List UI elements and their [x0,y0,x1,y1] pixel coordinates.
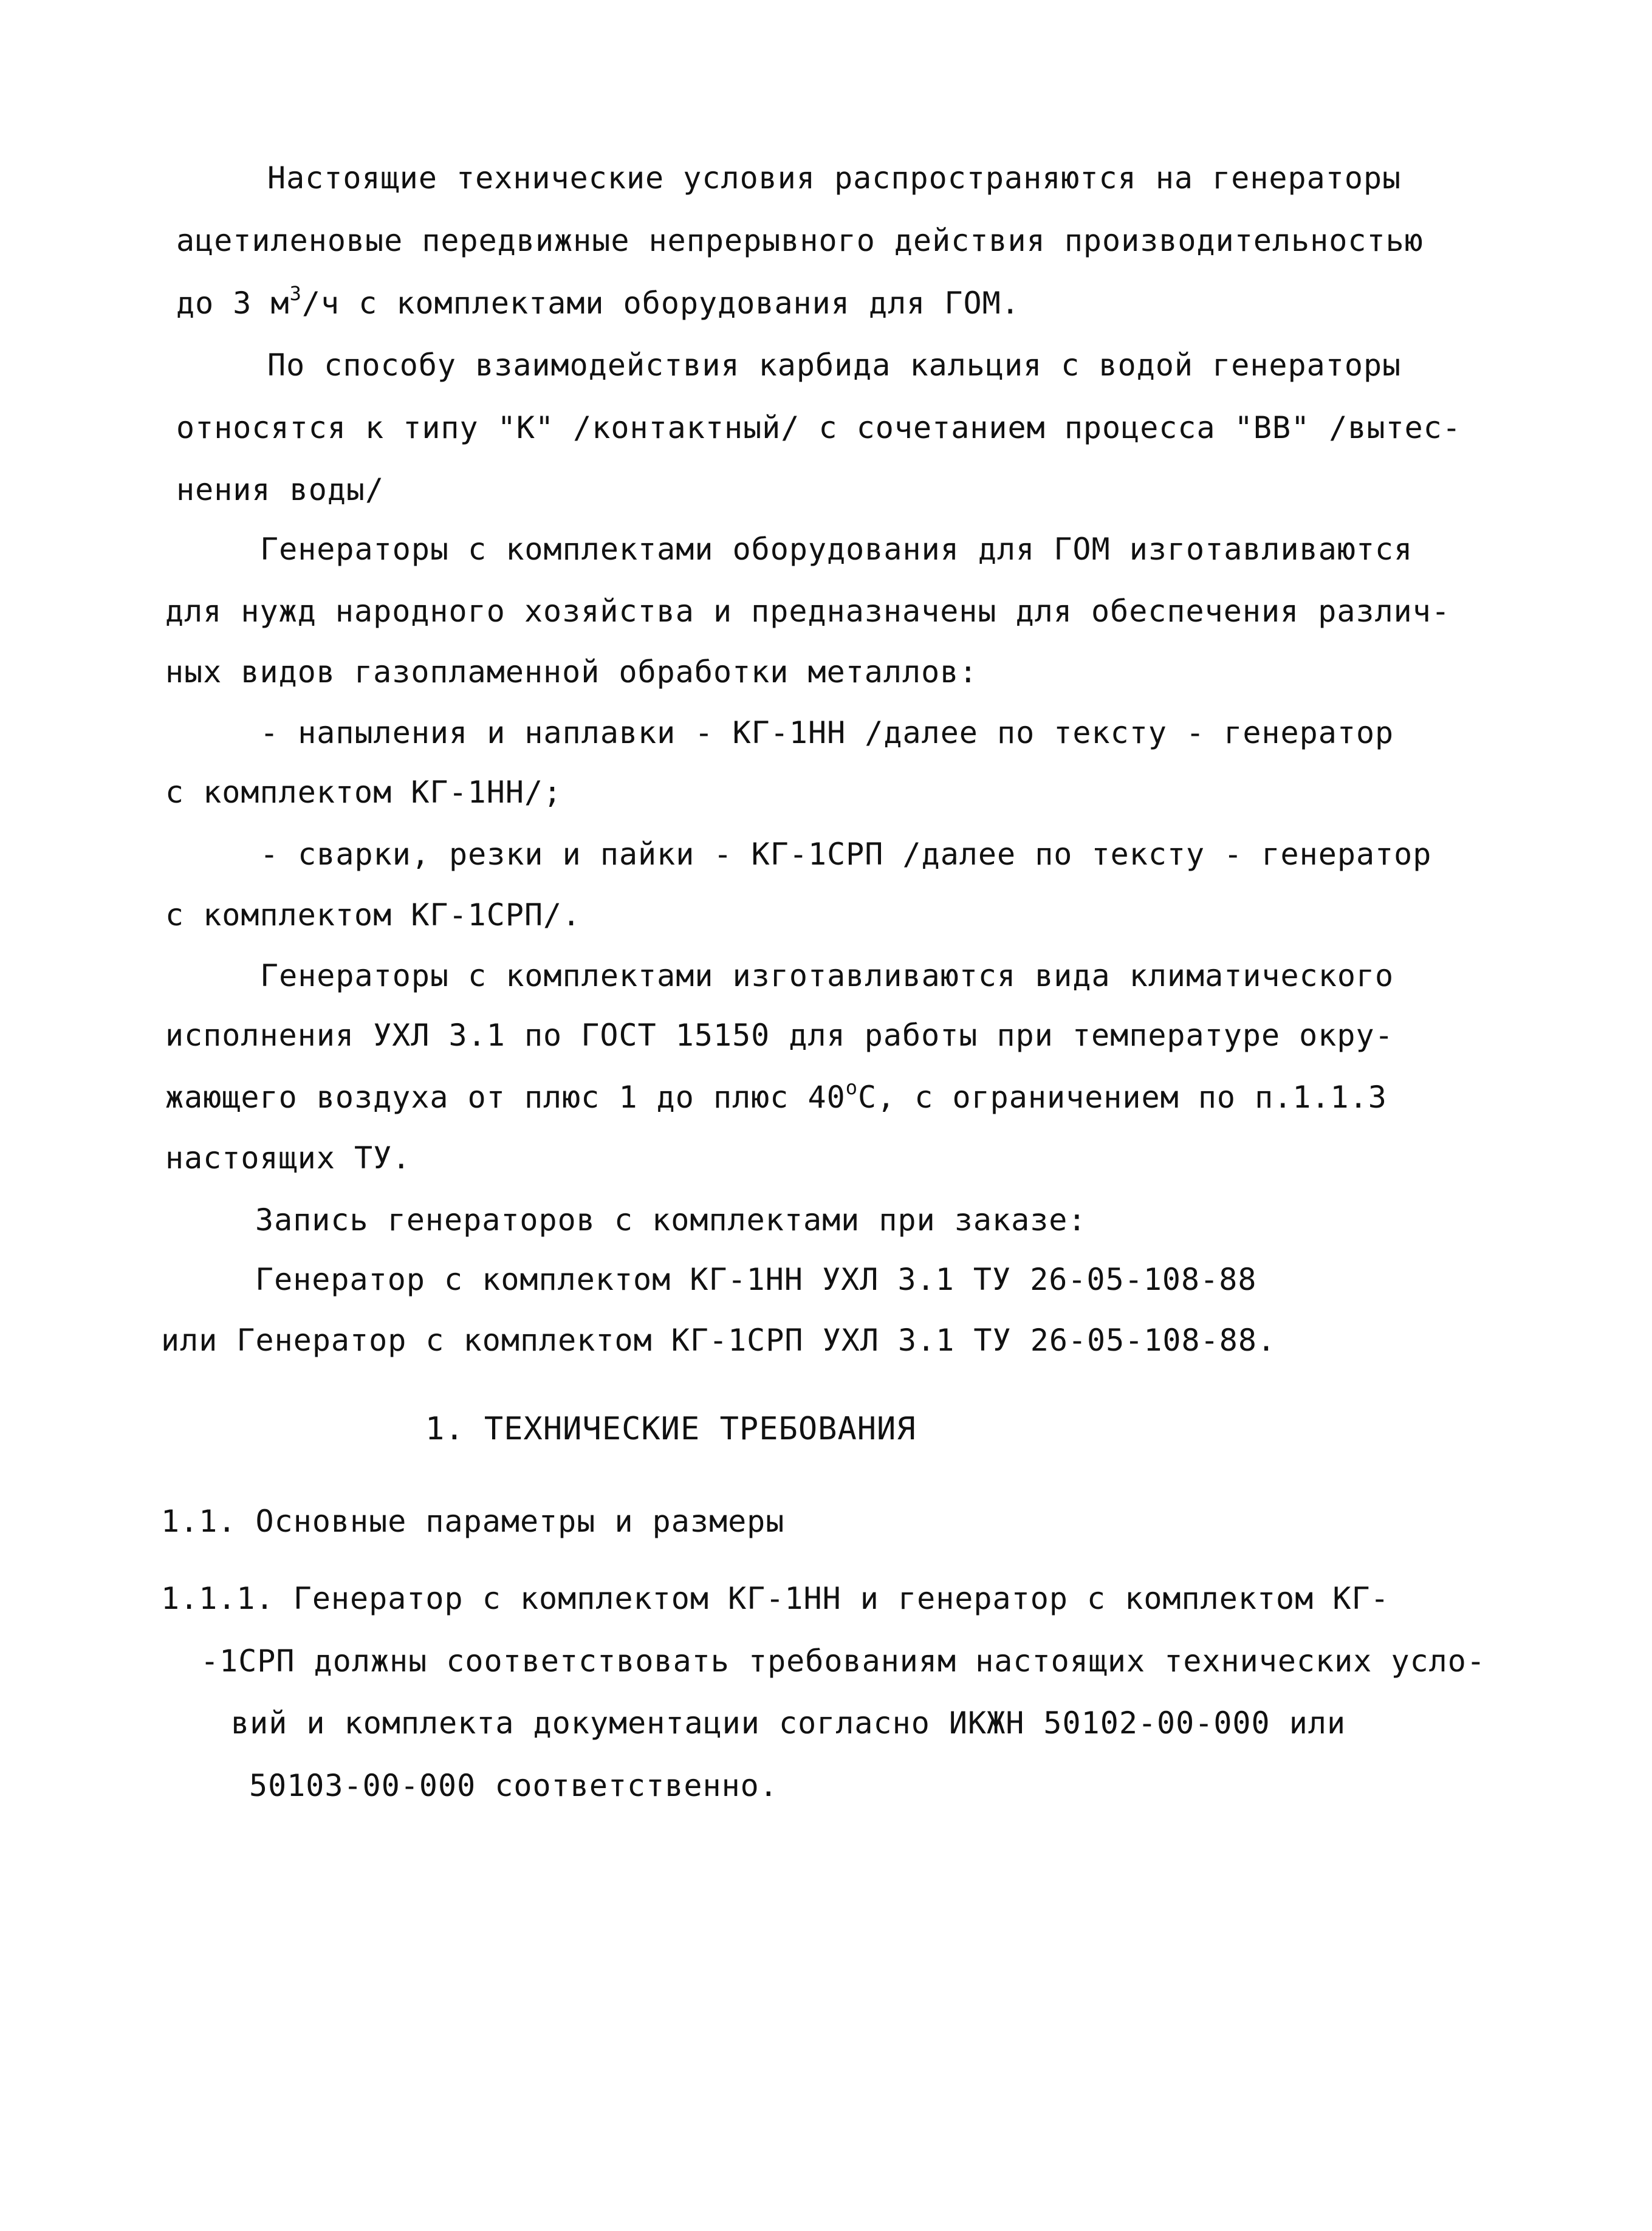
text-line: Генераторы с комплектами изготавливаются вида климатического [260,958,1394,993]
text-line: Настоящие технические условия распространяются на генераторы [267,160,1402,196]
superscript: о [845,1076,858,1099]
text-line: относятся к типу "К" /контактный/ с сочетанием процесса "ВВ" /вытес- [176,410,1461,445]
text-line: Запись генераторов с комплектами при заказе: [255,1202,1087,1238]
subsection-heading: 1.1. Основные параметры и размеры [161,1504,785,1539]
list-item: с комплектом КГ-1НН/; [165,775,563,810]
text-line: исполнения УХЛ 3.1 по ГОСТ 15150 для работы при температуре окру- [165,1018,1394,1053]
text-fragment: до 3 м [176,286,290,321]
section-heading: 1. ТЕХНИЧЕСКИЕ ТРЕБОВАНИЯ [425,1411,916,1447]
text-fragment: /ч с комплектами оборудования для ГОМ. [301,286,1020,321]
list-item: с комплектом КГ-1СРП/. [165,897,581,933]
text-line: нения воды/ [176,472,385,507]
clause-line: вий и комплекта документации согласно ИКЖН 50102-00-000 или [231,1705,1346,1741]
superscript: 3 [289,282,302,305]
text-line: Генераторы с комплектами оборудования для ГОМ изготавливаются [260,532,1413,567]
text-line: для нужд народного хозяйства и предназначены для обеспечения различ- [165,594,1450,629]
list-item: - напыления и наплавки - КГ-1НН /далее по тексту - генератор [260,715,1394,750]
clause-line: 1.1.1. Генератор с комплектом КГ-1НН и генератор с комплектом КГ- [161,1581,1390,1616]
text-fragment: С, с ограничением по п.1.1.3 [857,1080,1387,1115]
text-fragment: жающего воздуха от плюс 1 до плюс 40 [165,1080,846,1115]
text-line [165,1078,1387,1116]
text-line: или Генератор с комплектом КГ-1СРП УХЛ 3.1 ТУ 26-05-108-88. [161,1323,1277,1358]
text-line: По способу взаимодействия карбида кальция с водой генераторы [267,348,1402,383]
text-line: Генератор с комплектом КГ-1НН УХЛ 3.1 ТУ 26-05-108-88 [255,1262,1257,1297]
list-item: - сварки, резки и пайки - КГ-1СРП /далее по тексту - генератор [260,837,1432,872]
text-line: ных видов газопламенной обработки металлов: [165,654,978,690]
clause-line: -1СРП должны соответствовать требованиям настоящих технических усло- [201,1643,1486,1679]
text-line: настоящих ТУ. [165,1140,411,1176]
text-line [176,284,1020,322]
clause-line: 50103-00-000 соответственно. [249,1768,778,1803]
text-line: ацетиленовые передвижные непрерывного действия производительностью [176,223,1424,258]
